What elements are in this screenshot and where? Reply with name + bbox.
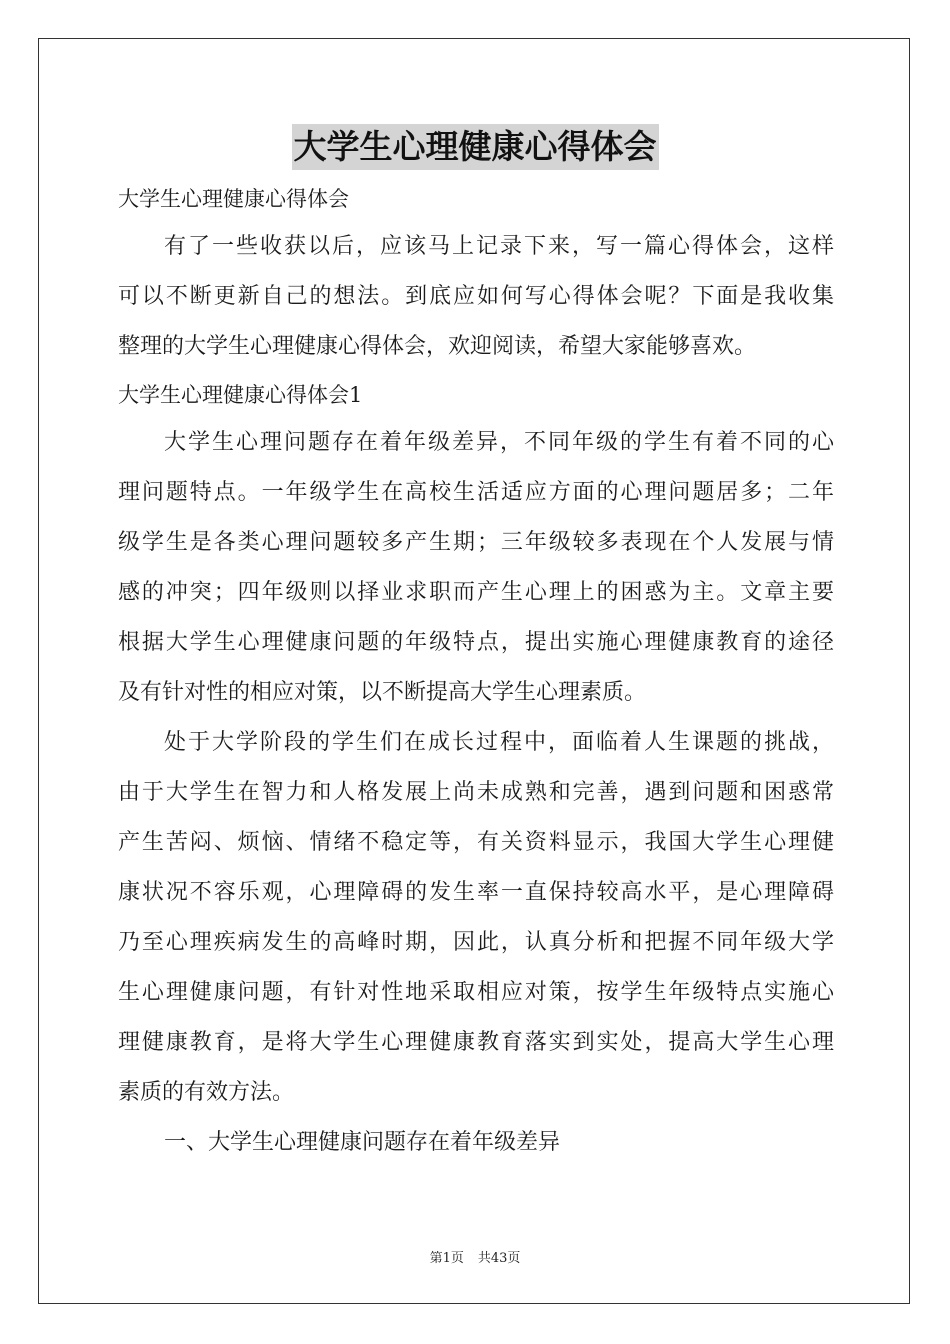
page-number: 第1页 — [429, 1251, 464, 1266]
para2-line-8: 素质的有效方法。 — [118, 1080, 295, 1105]
para2-line-2: 由于大学生在智力和人格发展上尚未成熟和完善，遇到问题和困惑常 — [118, 780, 834, 805]
para2-line-6: 生心理健康问题，有针对性地采取相应对策，按学生年级特点实施心 — [118, 980, 834, 1005]
para2-line-5: 乃至心理疾病发生的高峰时期，因此，认真分析和把握不同年级大学 — [118, 930, 834, 955]
intro-line-2: 可以不断更新自己的想法。到底应如何写心得体会呢？下面是我收集 — [118, 284, 834, 309]
page-footer — [0, 1247, 950, 1266]
para1-line-5: 根据大学生心理健康问题的年级特点，提出实施心理健康教育的途径 — [118, 630, 834, 655]
para2-line-4: 康状况不容乐观，心理障碍的发生率一直保持较高水平，是心理障碍 — [118, 880, 834, 905]
para1-line-1: 大学生心理问题存在着年级差异，不同年级的学生有着不同的心 — [164, 430, 834, 455]
intro-line-3: 整理的大学生心理健康心得体会，欢迎阅读，希望大家能够喜欢。 — [118, 334, 757, 359]
document-title: 大学生心理健康心得体会 — [292, 124, 659, 170]
title-area — [0, 124, 950, 170]
section-heading-1: 大学生心理健康心得体会1 — [118, 383, 363, 407]
para1-line-2: 理问题特点。一年级学生在高校生活适应方面的心理问题居多；二年 — [118, 480, 834, 505]
para2-line-3: 产生苦闷、烦恼、情绪不稳定等，有关资料显示，我国大学生心理健 — [118, 830, 834, 855]
para2-line-1: 处于大学阶段的学生们在成长过程中，面临着人生课题的挑战， — [164, 730, 834, 755]
para1-line-3: 级学生是各类心理问题较多产生期；三年级较多表现在个人发展与情 — [118, 530, 834, 555]
subtitle-line: 大学生心理健康心得体会 — [118, 187, 349, 211]
para1-line-6: 及有针对性的相应对策，以不断提高大学生心理素质。 — [118, 680, 647, 705]
section-heading-2: 一、大学生心理健康问题存在着年级差异 — [164, 1130, 561, 1155]
document-body — [118, 176, 834, 1168]
intro-line-1: 有了一些收获以后，应该马上记录下来，写一篇心得体会，这样 — [164, 234, 834, 259]
para1-line-4: 感的冲突；四年级则以择业求职而产生心理上的困惑为主。文章主要 — [118, 580, 834, 605]
page-total: 共43页 — [477, 1251, 521, 1266]
para2-line-7: 理健康教育，是将大学生心理健康教育落实到实处，提高大学生心理 — [118, 1030, 834, 1055]
